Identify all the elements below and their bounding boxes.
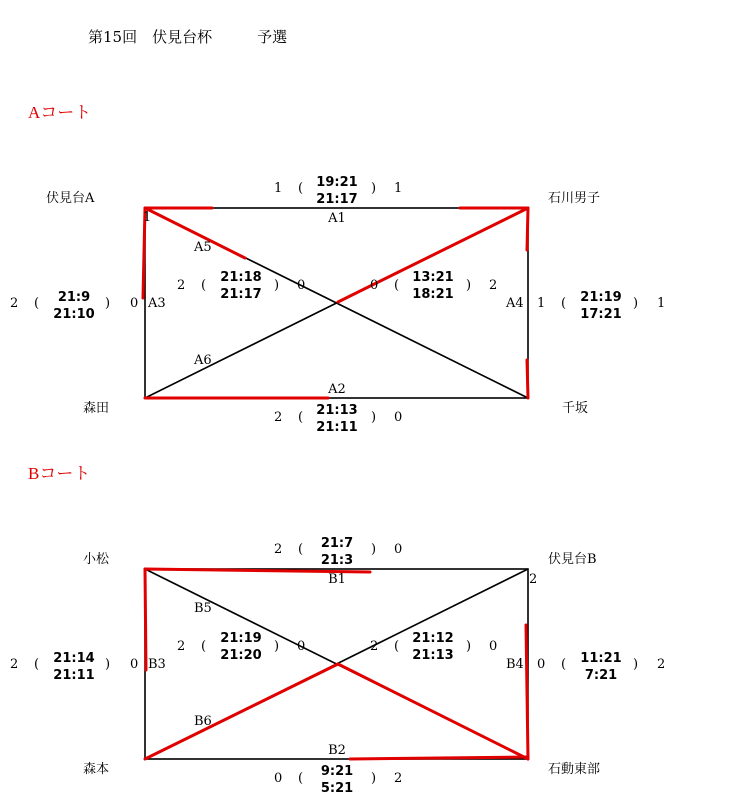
b1-paren-close: ): [371, 542, 377, 557]
a3-set-scores: [53, 289, 94, 323]
court-a-team-bottom-right: 千坂: [562, 401, 589, 416]
b6-set-scores: [412, 630, 453, 664]
b2-set-scores: [321, 763, 353, 797]
b3-set1: 21:14: [53, 651, 95, 666]
a2-set-scores: [316, 402, 357, 436]
b1-right-score: 0: [394, 542, 403, 557]
court-a-heading: Aコート: [28, 103, 92, 122]
a2-paren-close: ): [371, 410, 377, 425]
b3-paren-close: ): [105, 657, 111, 672]
b6-left-score: 2: [370, 639, 379, 654]
b3-right-score: 0: [130, 657, 139, 672]
court-b-hl-b6: [145, 664, 338, 759]
a1-paren-close: ): [371, 181, 377, 196]
a3-set2: 21:10: [53, 307, 95, 322]
court-b-hl-b3: [145, 569, 146, 670]
a4-match-label: A4: [506, 296, 524, 311]
b1-set2: 21:3: [320, 553, 354, 568]
b6-paren-close: ): [466, 639, 472, 654]
a5-match-label: A5: [194, 240, 212, 255]
b4-paren-open: (: [561, 657, 567, 672]
a2-right-score: 0: [394, 410, 403, 425]
b4-paren-close: ): [633, 657, 639, 672]
court-b-heading: Bコート: [28, 464, 91, 483]
court-b-team-top-left: 小松: [83, 552, 110, 567]
a1-right-score: 1: [394, 181, 403, 196]
a5-set2: 21:17: [220, 287, 262, 302]
a6-set1: 13:21: [412, 270, 454, 285]
a1-match-label: A1: [328, 211, 346, 226]
b3-match-label: B3: [148, 657, 166, 672]
b2-left-score: 0: [274, 771, 283, 786]
a4-set2: 17:21: [580, 307, 622, 322]
b2-right-score: 2: [394, 771, 403, 786]
court-b-hl-b2: [350, 757, 528, 759]
a6-right-score: 2: [489, 278, 498, 293]
a2-set1: 21:13: [316, 403, 358, 418]
a1-set-scores: [316, 174, 357, 208]
a6-set2: 18:21: [412, 287, 454, 302]
a3-set1: 21:9: [57, 290, 91, 305]
a2-left-score: 2: [274, 410, 283, 425]
page-title: 第15回 伏見台杯 予選: [88, 28, 288, 46]
court-a-team-bottom-left: 森田: [83, 401, 110, 416]
b4-set-scores: [580, 650, 621, 684]
a4-left-score: 1: [537, 296, 546, 311]
a3-match-label: A3: [148, 296, 166, 311]
b6-set1: 21:12: [412, 631, 454, 646]
a1-set2: 21:17: [316, 192, 358, 207]
b5-match-label: B5: [194, 601, 212, 616]
a3-right-score: 0: [130, 296, 139, 311]
b2-paren-open: (: [298, 771, 304, 786]
a6-paren-close: ): [466, 278, 472, 293]
b6-match-label: B6: [194, 714, 212, 729]
court-b-hl-b4: [526, 625, 528, 759]
a4-paren-open: (: [561, 296, 567, 311]
b3-left-score: 2: [10, 657, 19, 672]
a6-paren-open: (: [394, 278, 400, 293]
b1-paren-open: (: [298, 542, 304, 557]
b2-set2: 5:21: [320, 781, 354, 796]
a5-left-score: 2: [177, 278, 186, 293]
b3-set2: 21:11: [53, 668, 95, 683]
b5-left-score: 2: [177, 639, 186, 654]
b4-match-label: B4: [506, 657, 524, 672]
b1-left-score: 2: [274, 542, 283, 557]
a3-paren-open: (: [34, 296, 40, 311]
a5-set1: 21:18: [220, 270, 262, 285]
court-b-corner-mark: 2: [529, 572, 538, 587]
a4-paren-close: ): [633, 296, 639, 311]
a5-paren-open: (: [201, 278, 207, 293]
court-a-hl-a4-top: [527, 208, 528, 250]
b5-paren-open: (: [201, 639, 207, 654]
a1-left-score: 1: [274, 181, 283, 196]
court-b-team-bottom-right: 石動東部: [548, 762, 601, 777]
a5-paren-close: ): [274, 278, 280, 293]
a4-set-scores: [580, 289, 621, 323]
court-b-team-bottom-left: 森本: [83, 762, 110, 777]
b3-set-scores: [53, 650, 94, 684]
b6-paren-open: (: [394, 639, 400, 654]
b5-right-score: 0: [297, 639, 306, 654]
b4-right-score: 2: [657, 657, 666, 672]
court-a-hl-a4-bottom: [527, 360, 528, 398]
b4-set1: 11:21: [580, 651, 622, 666]
a2-set2: 21:11: [316, 420, 358, 435]
b4-set2: 7:21: [584, 668, 618, 683]
court-b-team-top-right: 伏見台B: [548, 552, 597, 567]
court-b-hl-b5: [338, 664, 528, 759]
a6-left-score: 0: [370, 278, 379, 293]
a5-right-score: 0: [297, 278, 306, 293]
court-a-team-top-right: 石川男子: [548, 191, 601, 206]
a2-match-label: A2: [328, 382, 346, 397]
a1-set1: 19:21: [316, 175, 358, 190]
court-a-team-top-left: 伏見台A: [46, 191, 95, 206]
b4-left-score: 0: [537, 657, 546, 672]
a2-paren-open: (: [298, 410, 304, 425]
a6-set-scores: [412, 269, 453, 303]
b5-paren-close: ): [274, 639, 280, 654]
b1-set-scores: [321, 535, 353, 569]
a6-match-label: A6: [194, 353, 212, 368]
b6-right-score: 0: [489, 639, 498, 654]
b5-set2: 21:20: [220, 648, 262, 663]
a5-set-scores: [220, 269, 261, 303]
b2-paren-close: ): [371, 771, 377, 786]
b1-set1: 21:7: [320, 536, 354, 551]
court-a-corner-mark: 1: [143, 210, 152, 225]
b6-set2: 21:13: [412, 648, 454, 663]
a4-right-score: 1: [657, 296, 666, 311]
b2-match-label: B2: [328, 743, 346, 758]
a4-set1: 21:19: [580, 290, 622, 305]
b2-set1: 9:21: [320, 764, 354, 779]
b1-match-label: B1: [328, 572, 346, 587]
a3-paren-close: ): [105, 296, 111, 311]
b3-paren-open: (: [34, 657, 40, 672]
a1-paren-open: (: [298, 181, 304, 196]
b5-set1: 21:19: [220, 631, 262, 646]
a3-left-score: 2: [10, 296, 19, 311]
b5-set-scores: [220, 630, 261, 664]
